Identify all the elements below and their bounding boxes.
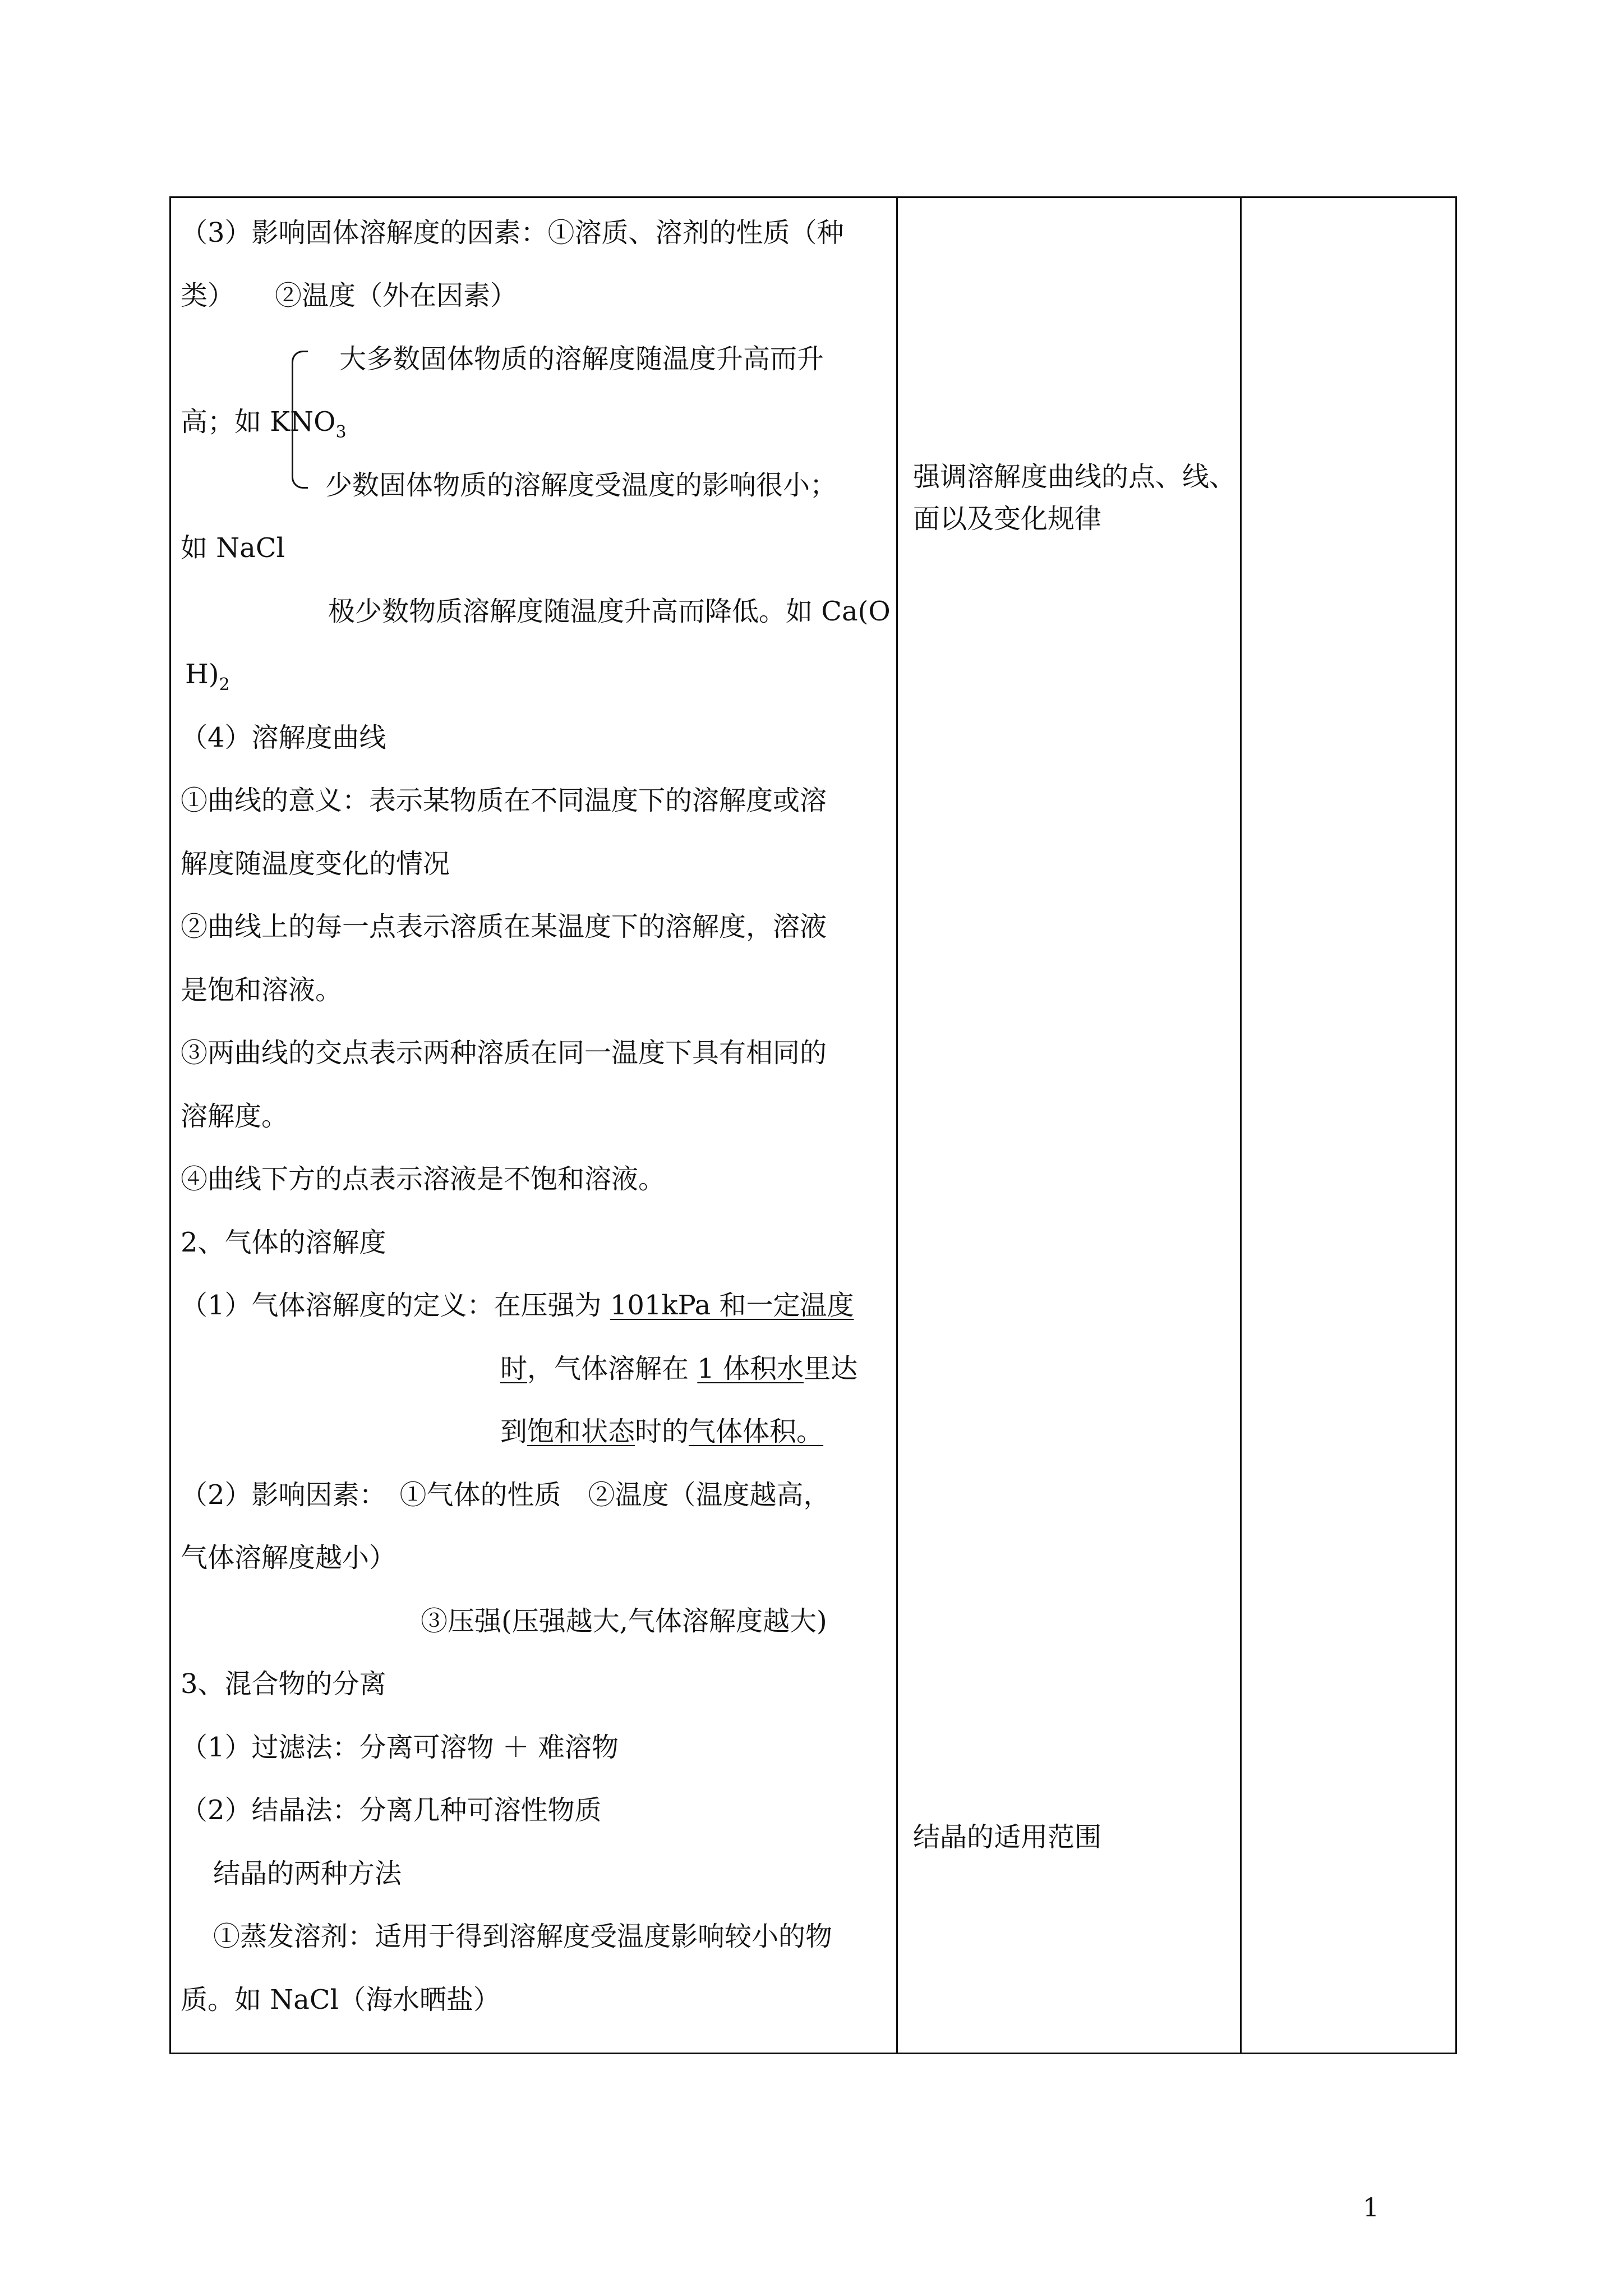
column-divider-2 (1240, 196, 1242, 2054)
note-line: 结晶的适用范围 (913, 1821, 1102, 1853)
text-line: （2）影响因素： ①气体的性质 ②温度（温度越高， (181, 1479, 831, 1511)
text-line: $H)_2$ (185, 659, 230, 694)
text-line: ③两曲线的交点表示两种溶质在同一温度下具有相同的 (181, 1037, 827, 1069)
text-line: 质。如 NaCl（海水晒盐） (181, 1984, 500, 2016)
text-line: 高；如 $KNO_3$ (181, 406, 347, 442)
text-line: ①蒸发溶剂：适用于得到溶解度受温度影响较小的物 (213, 1921, 833, 1952)
note-line: 强调溶解度曲线的点、线、 (913, 461, 1237, 493)
text-line: ②曲线上的每一点表示溶质在某温度下的溶解度，溶液 (181, 911, 827, 942)
text-line: 少数固体物质的溶解度受温度的影响很小； (325, 470, 837, 501)
text-line: （2）结晶法：分离几种可溶性物质 (181, 1795, 602, 1826)
text-line: （3）影响固体溶解度的因素：①溶质、溶剂的性质（种 (181, 217, 844, 249)
text-line: （1）气体溶解度的定义：在压强为 101kPa 和一定温度 (181, 1290, 854, 1321)
text-line: 溶解度。 (181, 1101, 289, 1132)
text-line: 是饱和溶液。 (181, 974, 343, 1006)
text-line: （1）过滤法：分离可溶物 ＋ 难溶物 (181, 1732, 619, 1763)
page-number: 1 (1363, 2192, 1380, 2223)
text-line: ①曲线的意义：表示某物质在不同温度下的溶解度或溶 (181, 785, 827, 816)
text-line: 时，气体溶解在 1 体积水里达 (500, 1353, 858, 1384)
text-line: 结晶的两种方法 (213, 1858, 402, 1889)
text-line: 如 NaCl (181, 532, 285, 564)
text-line: 3、混合物的分离 (181, 1668, 386, 1700)
text-line: 极少数物质溶解度随温度升高而降低。如 Ca(O (328, 596, 891, 627)
text-line: （4）溶解度曲线 (181, 722, 386, 753)
column-divider-1 (896, 196, 898, 2054)
text-line: 大多数固体物质的溶解度随温度升高而升 (339, 343, 824, 375)
text-line: 解度随温度变化的情况 (181, 848, 450, 880)
text-line: ③压强(压强越大,气体溶解度越大) (421, 1605, 827, 1637)
text-line: 气体溶解度越小） (181, 1542, 396, 1573)
text-line: 2、气体的溶解度 (181, 1227, 386, 1258)
text-line: 类） ②温度（外在因素） (181, 280, 518, 311)
text-line: 到饱和状态时的气体体积。 (500, 1416, 824, 1447)
note-line: 面以及变化规律 (913, 503, 1102, 535)
text-line: ④曲线下方的点表示溶液是不饱和溶液。 (181, 1163, 666, 1195)
